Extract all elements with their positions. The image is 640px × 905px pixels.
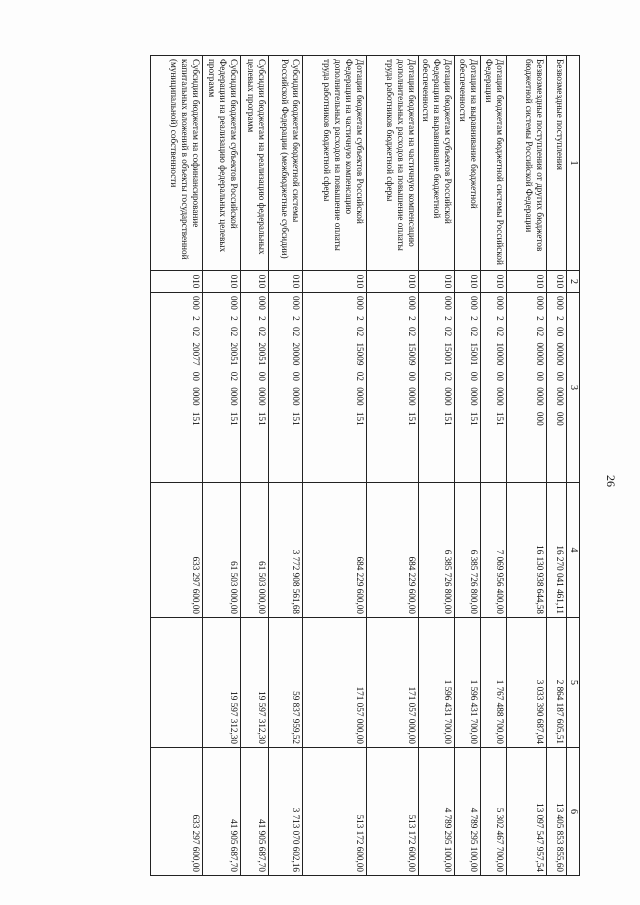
row-admin: 010	[303, 271, 367, 293]
row-value-4: 16 270 041 461,11	[547, 483, 567, 618]
row-name: Субсидии бюджетам на реализацию федеральных целевых программ	[241, 56, 269, 271]
row-value-6: 41 905 687,70	[203, 748, 241, 876]
budget-table	[150, 55, 580, 876]
row-name: Дотации бюджетам на частичную компенсацию дополнительных расходов на повышение оплаты труда работников бюджетной сферы	[367, 56, 419, 271]
table-row	[203, 56, 241, 876]
row-value-4: 7 069 956 400,00	[481, 483, 507, 618]
page-number: 26	[604, 475, 618, 487]
row-value-4: 3 772 908 561,68	[269, 483, 303, 618]
table-row	[151, 56, 203, 876]
row-code: 000 2 02 20077 00 0000 151	[151, 293, 203, 483]
row-name: Субсидии бюджетам бюджетной системы Российской Федерации (межбюджетные субсидии)	[269, 56, 303, 271]
row-value-5: 19 597 312,30	[203, 618, 241, 748]
row-value-5: 59 837 959,52	[269, 618, 303, 748]
row-admin: 010	[507, 271, 547, 293]
col-header-2: 2	[567, 271, 580, 293]
row-admin: 010	[241, 271, 269, 293]
row-value-6: 13 405 853 855,60	[547, 748, 567, 876]
row-value-6: 13 097 547 957,54	[507, 748, 547, 876]
row-code: 000 2 02 20051 02 0000 151	[203, 293, 241, 483]
row-value-6: 513 172 600,00	[367, 748, 419, 876]
col-header-3: 3	[567, 293, 580, 483]
table-row	[419, 56, 455, 876]
row-code: 000 2 00 00000 00 0000 000	[547, 293, 567, 483]
row-code: 000 2 02 15009 00 0000 151	[367, 293, 419, 483]
table-row	[367, 56, 419, 876]
row-value-4: 684 229 600,00	[303, 483, 367, 618]
row-name: Субсидии бюджетам субъектов Российской Федерации на реализацию федеральных целевых программ	[203, 56, 241, 271]
row-value-6: 4 789 295 100,00	[419, 748, 455, 876]
rotated-page	[80, 55, 618, 875]
row-admin: 010	[547, 271, 567, 293]
row-admin: 010	[203, 271, 241, 293]
row-code: 000 2 02 20000 00 0000 151	[269, 293, 303, 483]
col-header-4: 4	[567, 483, 580, 618]
row-code: 000 2 02 15001 00 0000 151	[455, 293, 481, 483]
table-row	[481, 56, 507, 876]
row-name: Субсидии бюджетам на софинансирование капитальных вложений в объекты государственной (муниципальной) собственности	[151, 56, 203, 271]
row-name: Безвозмездные поступления от других бюджетов бюджетной системы Российской Федерации	[507, 56, 547, 271]
row-value-6: 633 297 600,00	[151, 748, 203, 876]
row-name: Дотации бюджетам субъектов Российской Федерации на выравнивание бюджетной обеспеченности	[419, 56, 455, 271]
row-admin: 010	[455, 271, 481, 293]
row-code: 000 2 02 15009 02 0000 151	[303, 293, 367, 483]
table-row	[455, 56, 481, 876]
row-value-6: 41 905 687,70	[241, 748, 269, 876]
row-value-4: 633 297 600,00	[151, 483, 203, 618]
row-admin: 010	[419, 271, 455, 293]
row-code: 000 2 02 20051 00 0000 151	[241, 293, 269, 483]
table-row	[507, 56, 547, 876]
table-row	[547, 56, 567, 876]
row-value-5: 19 597 312,30	[241, 618, 269, 748]
row-value-5: 1 596 431 700,00	[419, 618, 455, 748]
row-admin: 010	[151, 271, 203, 293]
table-row	[303, 56, 367, 876]
row-value-6: 513 172 600,00	[303, 748, 367, 876]
col-header-5: 5	[567, 618, 580, 748]
row-value-4: 16 130 938 644,58	[507, 483, 547, 618]
row-value-6: 5 302 467 700,00	[481, 748, 507, 876]
row-admin: 010	[367, 271, 419, 293]
row-value-4: 6 385 726 800,00	[455, 483, 481, 618]
row-value-4: 61 503 000,00	[241, 483, 269, 618]
row-value-5	[151, 618, 203, 748]
row-value-5: 1 596 431 700,00	[455, 618, 481, 748]
row-value-5: 1 767 488 700,00	[481, 618, 507, 748]
row-value-5: 171 057 000,00	[303, 618, 367, 748]
row-name: Дотации бюджетам бюджетной системы Российской Федерации	[481, 56, 507, 271]
table-row	[241, 56, 269, 876]
row-name: Дотации на выравнивание бюджетной обеспеченности	[455, 56, 481, 271]
header-row	[567, 56, 580, 876]
row-name: Безвозмездные поступления	[547, 56, 567, 271]
row-value-6: 3 713 070 602,16	[269, 748, 303, 876]
row-value-5: 2 864 187 605,51	[547, 618, 567, 748]
row-admin: 010	[481, 271, 507, 293]
row-value-4: 61 503 000,00	[203, 483, 241, 618]
row-value-4: 6 385 726 800,00	[419, 483, 455, 618]
row-value-4: 684 229 600,00	[367, 483, 419, 618]
col-header-6: 6	[567, 748, 580, 876]
row-admin: 010	[269, 271, 303, 293]
row-value-6: 4 789 295 100,00	[455, 748, 481, 876]
col-header-1: 1	[567, 56, 580, 271]
row-code: 000 2 02 00000 00 0000 000	[507, 293, 547, 483]
row-code: 000 2 02 15001 02 0000 151	[419, 293, 455, 483]
row-value-5: 171 057 000,00	[367, 618, 419, 748]
row-name: Дотации бюджетам субъектов Российской Федерации на частичную компенсацию дополнительных расходов на повышение оплаты труда работников бюджетной сферы	[303, 56, 367, 271]
row-value-5: 3 033 390 687,04	[507, 618, 547, 748]
table-row	[269, 56, 303, 876]
row-code: 000 2 02 10000 00 0000 151	[481, 293, 507, 483]
